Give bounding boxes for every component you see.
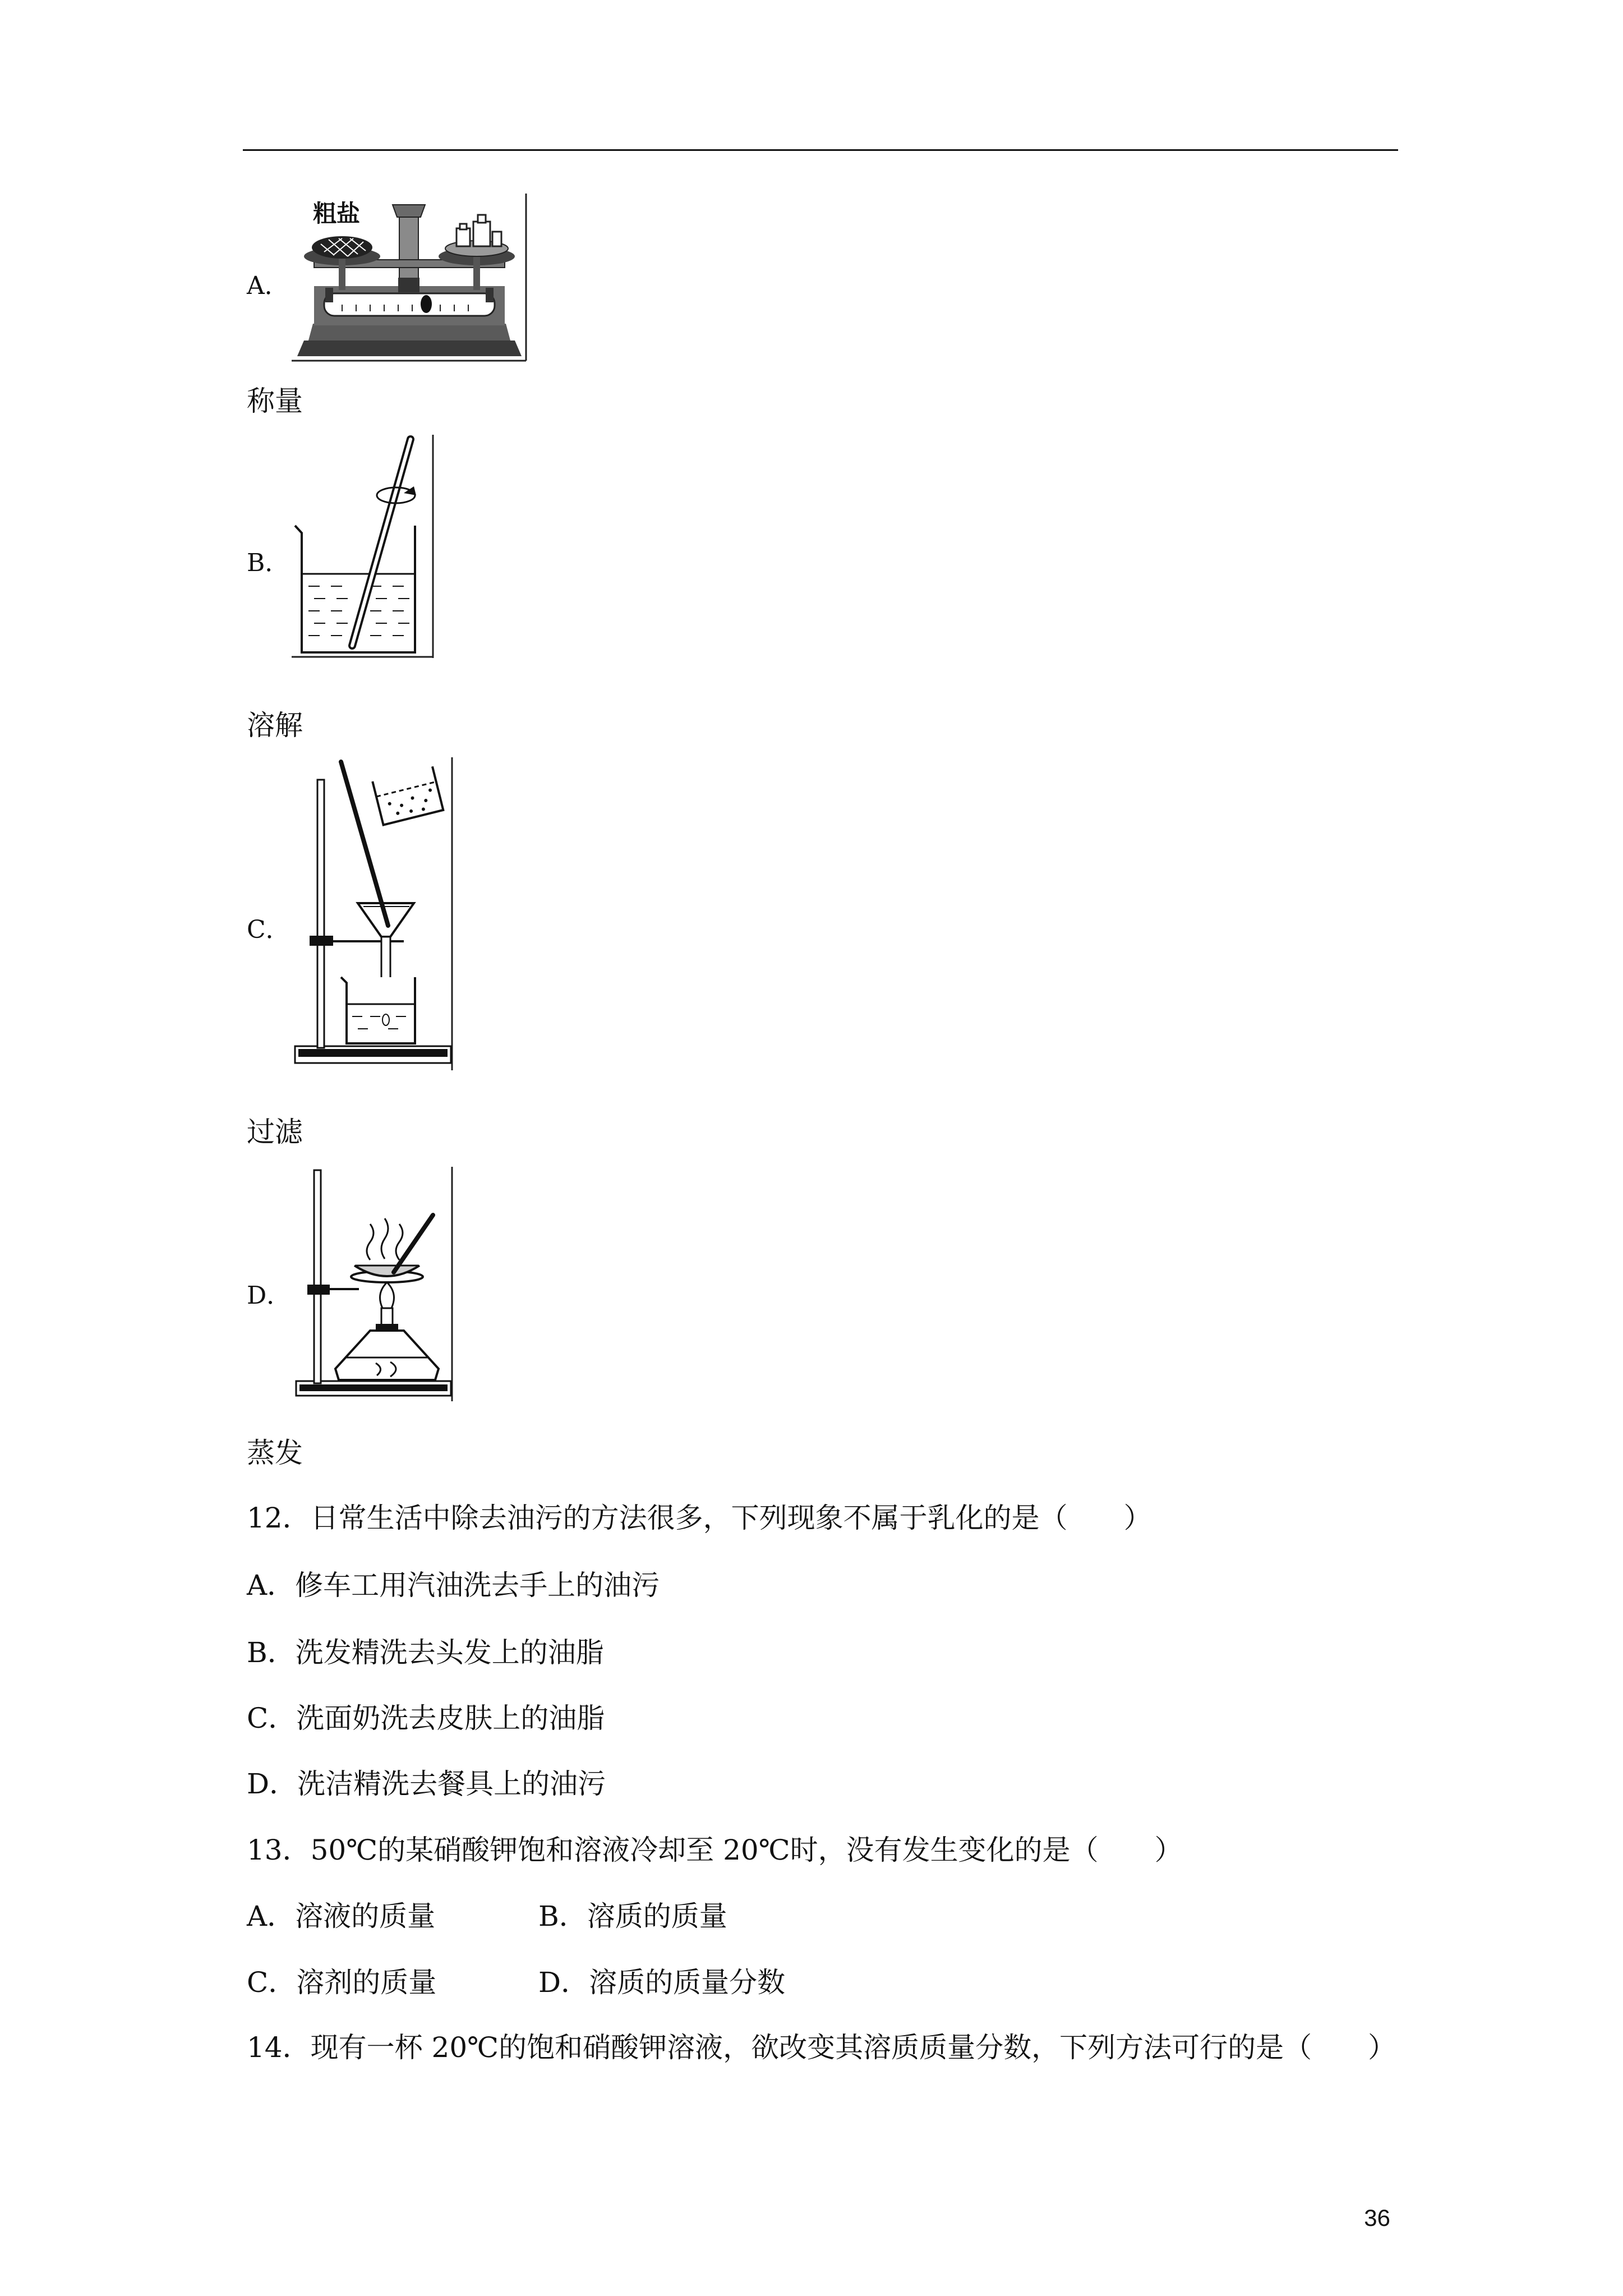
- caption-weighing: 称量: [247, 385, 303, 417]
- question-13-choice-a: A．溶液的质量: [247, 1900, 436, 1932]
- option-b-label: B．: [247, 549, 290, 577]
- dissolving-figure: [292, 435, 435, 659]
- question-12-stem: 12．日常生活中除去油污的方法很多，下列现象不属于乳化的是（ ）: [247, 1502, 1152, 1534]
- question-12-choice-a: A．修车工用汽油洗去手上的油污: [247, 1569, 660, 1602]
- evaporation-figure: [292, 1167, 454, 1402]
- question-13-choice-b: B．溶质的质量: [538, 1900, 727, 1932]
- crude-salt-label: 粗盐: [313, 200, 361, 227]
- question-12-choice-b: B．洗发精洗去头发上的油脂: [247, 1636, 604, 1669]
- page-number: 36: [1364, 2205, 1390, 2231]
- option-a-label: A．: [247, 272, 289, 300]
- question-12-choice-c: C．洗面奶洗去皮肤上的油脂: [247, 1702, 605, 1734]
- header-rule: [243, 149, 1398, 151]
- option-c-label: C．: [247, 915, 291, 944]
- question-14-stem: 14．现有一杯 20℃的饱和硝酸钾溶液，欲改变其溶质质量分数，下列方法可行的是（ ）: [247, 2031, 1396, 2064]
- question-12-choice-d: D．洗洁精洗去餐具上的油污: [247, 1768, 606, 1800]
- option-d-label: D．: [247, 1281, 292, 1310]
- question-13-stem: 13．50℃的某硝酸钾饱和溶液冷却至 20℃时，没有发生变化的是（ ）: [247, 1834, 1183, 1866]
- question-13-choice-d: D．溶质的质量分数: [538, 1966, 786, 1999]
- caption-filtering: 过滤: [247, 1116, 303, 1148]
- caption-dissolving: 溶解: [247, 709, 303, 742]
- balance-figure: [292, 194, 527, 362]
- caption-evaporation: 蒸发: [247, 1437, 303, 1469]
- question-13-choice-c: C．溶剂的质量: [247, 1966, 437, 1999]
- filtration-figure: [292, 757, 454, 1071]
